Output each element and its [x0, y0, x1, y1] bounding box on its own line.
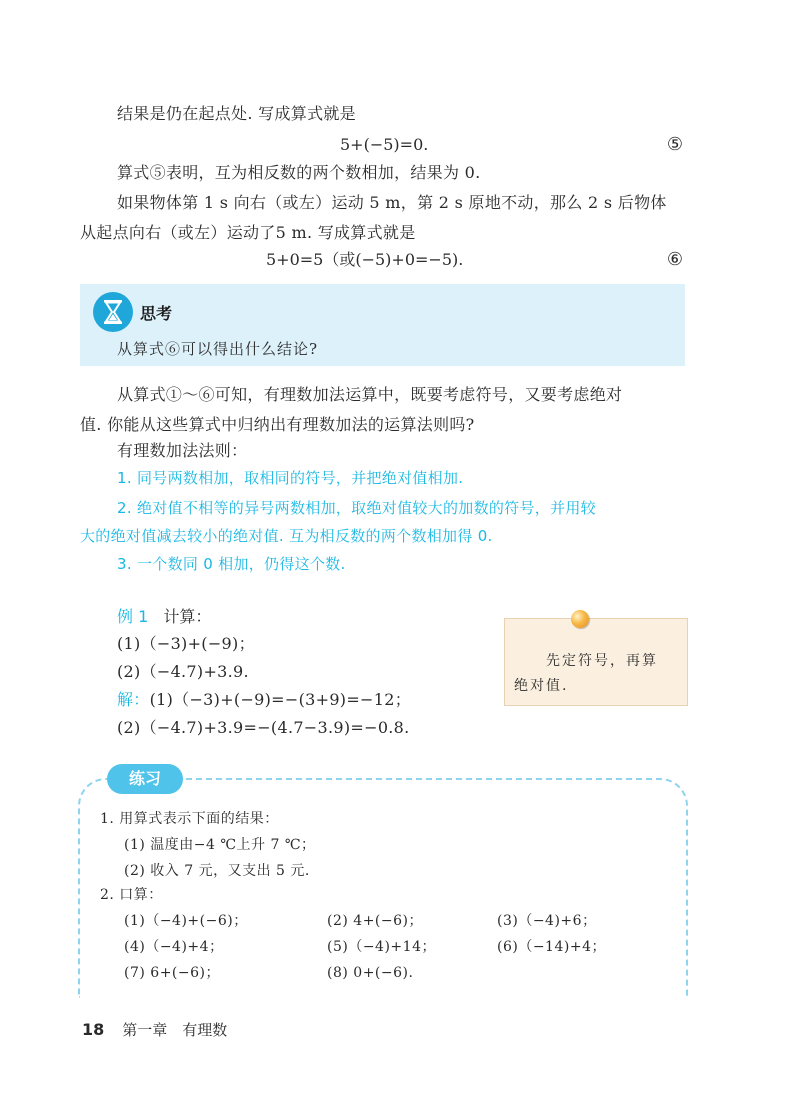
example-title: 计算： — [163, 607, 212, 626]
rules-title: 有理数加法法则： — [117, 441, 248, 460]
rule-1: 1. 同号两数相加，取相同的符号，并把绝对值相加. — [117, 469, 464, 487]
solution-step-1: (1)（−3)+(−9)=−(3+9)=−12； — [149, 690, 412, 709]
practice-item: (1)（−4)+(−6)； — [124, 913, 248, 929]
paragraph-opposites: 算式⑤表明，互为相反数的两个数相加，结果为 0. — [117, 163, 481, 182]
equation-number-6: ⑥ — [666, 249, 683, 270]
paragraph-motion-line2: 从起点向右（或左）运动了5 m. 写成算式就是 — [80, 223, 416, 242]
rule-2-line1: 2. 绝对值不相等的异号两数相加，取绝对值较大的加数的符号，并用较 — [117, 499, 596, 517]
practice-item: (4)（−4)+4； — [124, 939, 224, 955]
paragraph-motion-line1: 如果物体第 1 s 向右（或左）运动 5 m，第 2 s 原地不动，那么 2 s 后物体 — [117, 193, 667, 212]
hourglass-icon — [93, 292, 133, 332]
solution-line-2: (2)（−4.7)+3.9=−(4.7−3.9)=−0.8. — [117, 718, 410, 737]
example-label: 例 1 — [117, 607, 149, 626]
example-question-2: (2)（−4.7)+3.9. — [117, 662, 249, 681]
rule-2-line2: 大的绝对值减去较小的绝对值. 互为相反数的两个数相加得 0. — [80, 527, 493, 545]
example-heading — [117, 604, 211, 627]
rule-3: 3. 一个数同 0 相加，仍得这个数. — [117, 555, 346, 573]
practice-question-2: 2. 口算： — [100, 887, 163, 903]
practice-item: (2) 4+(−6)； — [327, 913, 423, 929]
equation-5: 5+(−5)=0. — [340, 135, 429, 154]
equation-6: 5+0=5（或(−5)+0=−5). — [266, 250, 464, 269]
practice-item: (8) 0+(−6). — [327, 965, 414, 981]
think-question: 从算式⑥可以得出什么结论? — [117, 340, 319, 358]
equation-number-5: ⑤ — [666, 134, 683, 155]
practice-item: (6)（−14)+4； — [497, 939, 606, 955]
paragraph-summary-line1: 从算式①～⑥可知，有理数加法运算中，既要考虑符号，又要考虑绝对 — [117, 385, 623, 404]
side-note-line1: 先定符号，再算 — [546, 653, 658, 669]
solution-label: 解： — [117, 690, 150, 709]
practice-item: (3)（−4)+6； — [497, 913, 597, 929]
chapter-title: 第一章 有理数 — [122, 1021, 228, 1039]
practice-item: (7) 6+(−6)； — [124, 965, 220, 981]
page-number: 18 — [82, 1020, 105, 1039]
example-question-1: (1)（−3)+(−9)； — [117, 634, 255, 653]
practice-question-1a: (1) 温度由−4 ℃上升 7 ℃； — [124, 837, 316, 853]
paragraph-result: 结果是仍在起点处. 写成算式就是 — [117, 104, 356, 123]
think-title: 思考 — [140, 304, 173, 323]
solution-line-1 — [117, 688, 411, 712]
practice-item: (5)（−4)+14； — [327, 939, 436, 955]
practice-question-1: 1. 用算式表示下面的结果： — [100, 811, 279, 827]
pushpin-icon — [571, 610, 589, 628]
practice-question-1b: (2) 收入 7 元，又支出 5 元. — [124, 863, 310, 879]
paragraph-summary-line2: 值. 你能从这些算式中归纳出有理数加法的运算法则吗? — [80, 415, 475, 434]
side-note-line2: 绝对值. — [514, 678, 569, 694]
page-footer — [82, 1019, 227, 1040]
practice-tag: 练习 — [107, 764, 183, 794]
